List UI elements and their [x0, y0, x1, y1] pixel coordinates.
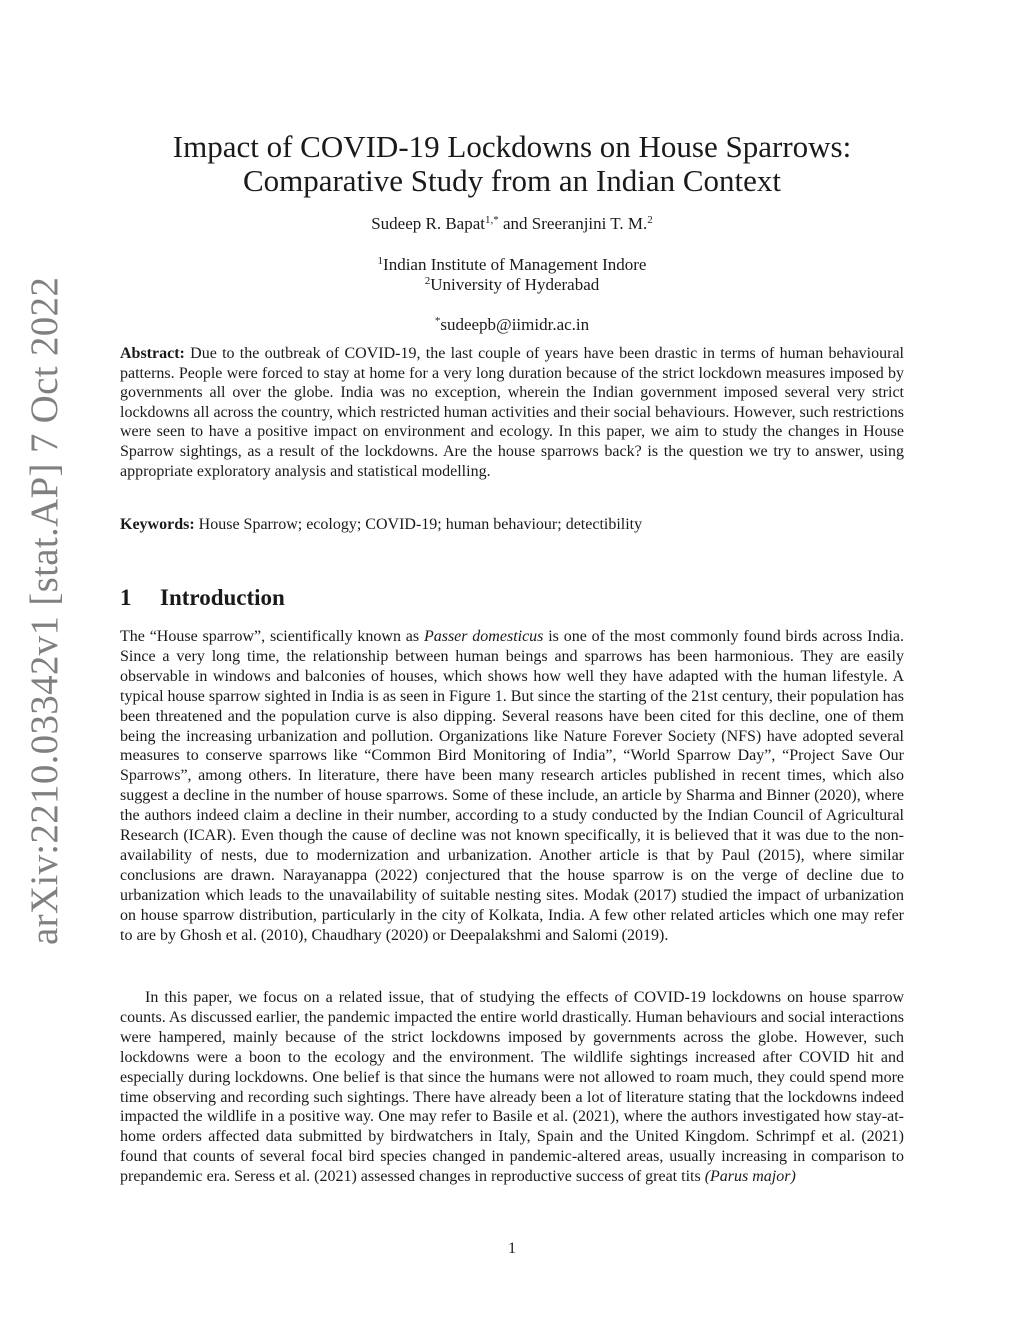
page-number: 1 [508, 1240, 516, 1257]
keywords-label: Keywords: [120, 516, 195, 533]
section-number: 1 [120, 585, 132, 610]
author-1-name: Sudeep R. Bapat [371, 214, 485, 233]
author-1-marks: 1,* [484, 214, 499, 226]
species-name: Passer domesticus [423, 628, 544, 645]
affiliation-2-name: University of Hyderabad [430, 275, 600, 294]
author-connector: and [498, 214, 532, 233]
section-title: Introduction [160, 585, 285, 610]
intro-paragraph-2 [120, 988, 904, 1187]
arxiv-identifier-stamp: arXiv:2210.03342v1 [stat.AP] 7 Oct 2022 [23, 276, 66, 945]
title-line-2: Comparative Study from an Indian Context [242, 163, 782, 198]
email-address: sudeepb@iimidr.ac.in [440, 315, 590, 334]
keywords [120, 515, 904, 535]
author-list [120, 214, 904, 234]
abstract-text: Due to the outbreak of COVID-19, the last couple of years have been drastic in terms of human behavioural patterns. People were forced to stay at home for a very long duration because of the strict lockdown measures imposed by governments all over the globe. India was no exception, wherein the Indian government imposed several very strict lockdowns all across the country, which restricted human activities and their social behaviours. However, such restrictions were seen to have a positive impact on environment and ecology. In this paper, we aim to study the changes in House Sparrow sightings, as a result of the lockdowns. Are the house sparrows back? is the question we try to answer, using appropriate exploratory analysis and statistical modelling. [120, 345, 905, 480]
affiliation-2-mark: 2 [424, 275, 431, 287]
affiliation-1 [120, 255, 904, 275]
paper-title [120, 130, 904, 198]
title-line-1: Impact of COVID-19 Lockdowns on House Sparrows: [172, 129, 852, 164]
species-name-2: (Parus major) [704, 1168, 796, 1186]
paragraph-1-text-b: is one of the most commonly found birds across India. Since a very long time, the relationship between human beings and sparrows has been harmonious. They are easily observable in windows and balconies of houses, which shows how well they have adapted with the human lifestyle. A typical house sparrow sighted in India is as seen in Figure 1. But since the starting of the 21st century, their population has been threatened and the population curve is also dipping. Several reasons have been cited for this decline, one of them being the increasing urbanization and pollution. Organizations like Nature Forever Society (NFS) have adopted several measures to conserve sparrows like “Common Bird Monitoring of India”, “World Sparrow Day”, “Project Save Our Sparrows”, among others. In literature, there have been many research articles published in recent times, which also suggest a decline in the number of house sparrows. Some of these include, an article by Sharma and Binner (2020), where the authors indeed claim a decline in their number, according to a study conducted by the Indian Council of Agricultural Research (ICAR). Even though the cause of decline was not known specifically, it is believed that it was due to the non-availability of nests, due to modernization and urbanization. Another article is that by Paul (2015), where similar conclusions are drawn. Narayanappa (2022) conjectured that the house sparrow is on the verge of decline due to urbanization which leads to the unavailability of suitable nesting sites. Modak (2017) studied the impact of urbanization on house sparrow distribution, particularly in the city of Kolkata, India. A few other related articles which one may refer to are by Ghosh et al. (2010), Chaudhary (2020) or Deepalakshmi and Salomi (2019). [120, 628, 905, 944]
intro-paragraph-1 [120, 627, 904, 946]
paragraph-2-text: In this paper, we focus on a related issue, that of studying the effects of COVID-19 lockdowns on house sparrow counts. As discussed earlier, the pandemic impacted the entire world drastically. Human behaviours and social interactions were hampered, mainly because of the strict lockdowns imposed by governments across the globe. However, such lockdowns were a boon to the ecology and the environment. The wildlife sightings increased after COVID hit and especially during lockdowns. One belief is that since the humans were not allowed to roam much, they could spend more time observing and recording such sightings. There have already been a lot of literature stating that the lockdowns indeed impacted the wildlife in a positive way. One may refer to Basile et al. (2021), where the authors investigated how stay-at-home orders affected data submitted by birdwatchers in Italy, Spain and the United Kingdom. Schrimpf et al. (2021) found that counts of several focal bird species changed in pandemic-altered areas, usually increasing in comparison to prepandemic era. Seress et al. (2021) assessed changes in reproductive success of great tits [120, 989, 904, 1186]
abstract-label: Abstract: [120, 345, 185, 362]
section-heading [120, 585, 285, 611]
email-mark: * [434, 315, 441, 327]
affiliations [120, 255, 904, 295]
affiliation-1-name: Indian Institute of Management Indore [383, 255, 647, 274]
affiliation-2 [120, 275, 904, 295]
keywords-text: House Sparrow; ecology; COVID-19; human behaviour; detectibility [198, 516, 643, 533]
author-2-name: Sreeranjini T. M. [531, 214, 648, 233]
author-2-marks: 2 [647, 214, 653, 226]
abstract [120, 344, 904, 481]
affiliation-1-mark: 1 [377, 255, 384, 267]
paragraph-1-text-a: The “House sparrow”, scientifically known as [120, 628, 424, 645]
contact-email [120, 315, 904, 335]
